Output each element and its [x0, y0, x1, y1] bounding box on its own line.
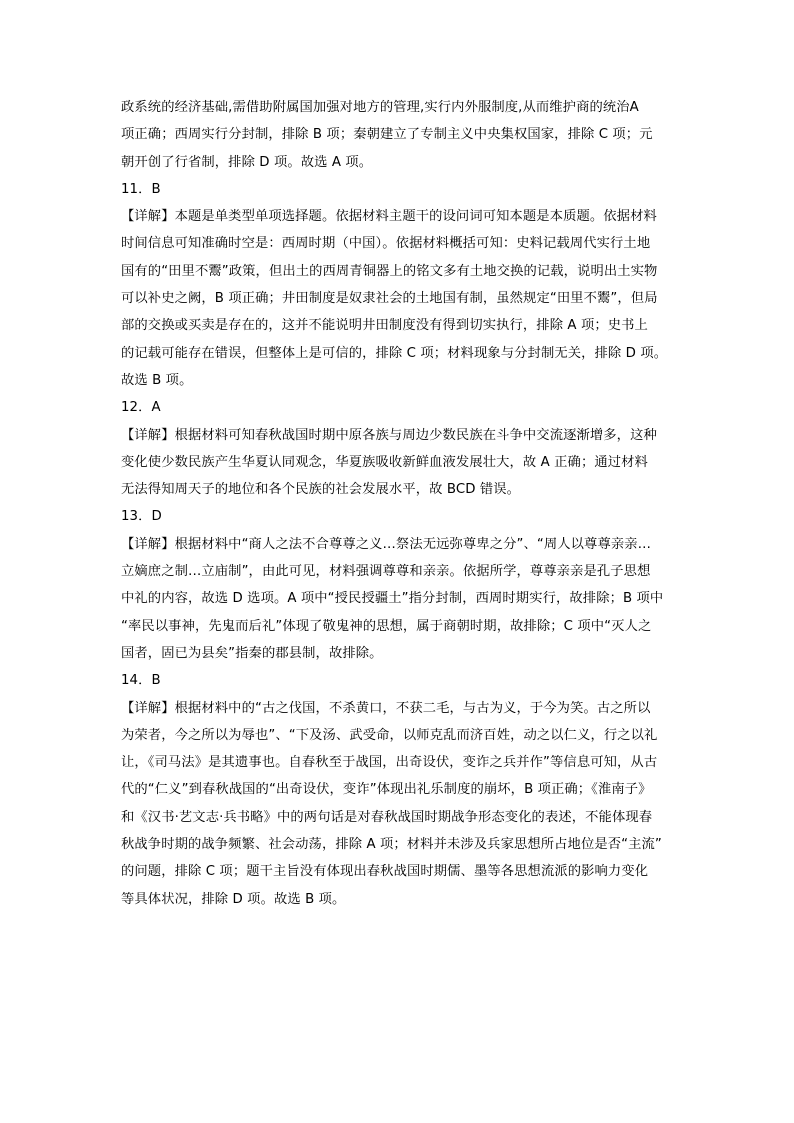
- text-line: 为荣者，今之所以为辱也”、“下及汤、武受命，以师克乱而济百姓，动之以仁义，行之以礼: [121, 727, 658, 743]
- text-line: 变化使少数民族产生华夏认同观念，华夏族吸收新鲜血液发展壮大，故 A 正确；通过材料: [121, 454, 648, 470]
- text-line: 国有的“田里不鬻”政策，但出土的西周青铜器上的铭文多有土地交换的记载，说明出土实物: [121, 263, 658, 279]
- text-line: 的问题，排除 C 项；题干主旨没有体现出春秋战国时期儒、墨等各思想流派的影响力变化: [121, 864, 649, 880]
- text-line: 国者，固已为县矣”指秦的郡县制，故排除。: [121, 645, 383, 661]
- text-line: 秋战争时期的战争频繁、社会动荡，排除 A 项；材料并未涉及兵家思想所占地位是否“主流”: [121, 837, 662, 853]
- question-number: 14．B: [121, 673, 161, 689]
- text-line: 中礼的内容，故选 D 选项。A 项中“授民授疆土”指分封制，西周时期实行，故排除；B 项中: [121, 591, 664, 607]
- text-line: 立嫡庶之制…立庙制”，由此可见，材料强调尊尊和亲亲。依据所学，尊尊亲亲是孔子思想: [121, 564, 651, 580]
- text-line: 【详解】根据材料可知春秋战国时期中原各族与周边少数民族在斗争中交流逐渐增多，这种: [121, 427, 657, 443]
- text-line: 的记载可能存在错误，但整体上是可信的，排除 C 项；材料现象与分封制无关，排除 D 项。: [121, 345, 668, 361]
- text-line: 时间信息可知准确时空是：西周时期（中国）。依据材料概括可知：史料记载周代实行土地: [121, 236, 651, 252]
- text-line: 【详解】根据材料中的“古之伐国，不杀黄口，不获二毛，与古为义，于今为笑。古之所以: [121, 700, 651, 716]
- question-number: 11．B: [121, 181, 161, 197]
- question-number: 12．A: [121, 400, 161, 416]
- text-line: 政系统的经济基础,需借助附属国加强对地方的管理,实行内外服制度,从而维护商的统治A: [121, 100, 639, 115]
- text-line: 项正确；西周实行分封制，排除 B 项；秦朝建立了专制主义中央集权国家，排除 C 项；元: [121, 127, 653, 143]
- text-line: 故选 B 项。: [121, 372, 193, 388]
- text-line: 代的“仁义”到春秋战国的“出奇设伏，变诈”体现出礼乐制度的崩坏，B 项正确；《淮南子》: [121, 782, 652, 798]
- text-line: 朝开创了行省制，排除 D 项。故选 A 项。: [121, 154, 373, 170]
- question-number: 13．D: [121, 509, 162, 525]
- answer-explanation-text: [121, 94, 681, 913]
- text-line: 部的交换或买卖是存在的，这并不能说明井田制度没有得到切实执行，排除 A 项；史书上: [121, 318, 648, 334]
- text-line: 【详解】根据材料中“商人之法不合尊尊之义…祭法无远弥尊卑之分”、“周人以尊尊亲亲…: [121, 536, 652, 552]
- text-line: 和《汉书·艺文志·兵书略》中的两句话是对春秋战国时期战争形态变化的表述，不能体现春: [121, 809, 653, 825]
- text-line: 等具体状况，排除 D 项。故选 B 项。: [121, 891, 346, 907]
- text-line: 让，《司马法》是其遗事也。自春秋至于战国，出奇设伏，变诈之兵并作”等信息可知，从古: [121, 755, 658, 771]
- text-line: 无法得知周天子的地位和各个民族的社会发展水平，故 BCD 错误。: [121, 482, 521, 498]
- text-line: “率民以事神，先鬼而后礼”体现了敬鬼神的思想，属于商朝时期，故排除；C 项中“灭人之: [121, 618, 652, 634]
- text-line: 【详解】本题是单类型单项选择题。依据材料主题干的设问词可知本题是本质题。依据材料: [121, 209, 657, 225]
- text-line: 可以补史之阙，B 项正确；井田制度是奴隶社会的土地国有制，虽然规定“田里不鬻”，但局: [121, 291, 658, 307]
